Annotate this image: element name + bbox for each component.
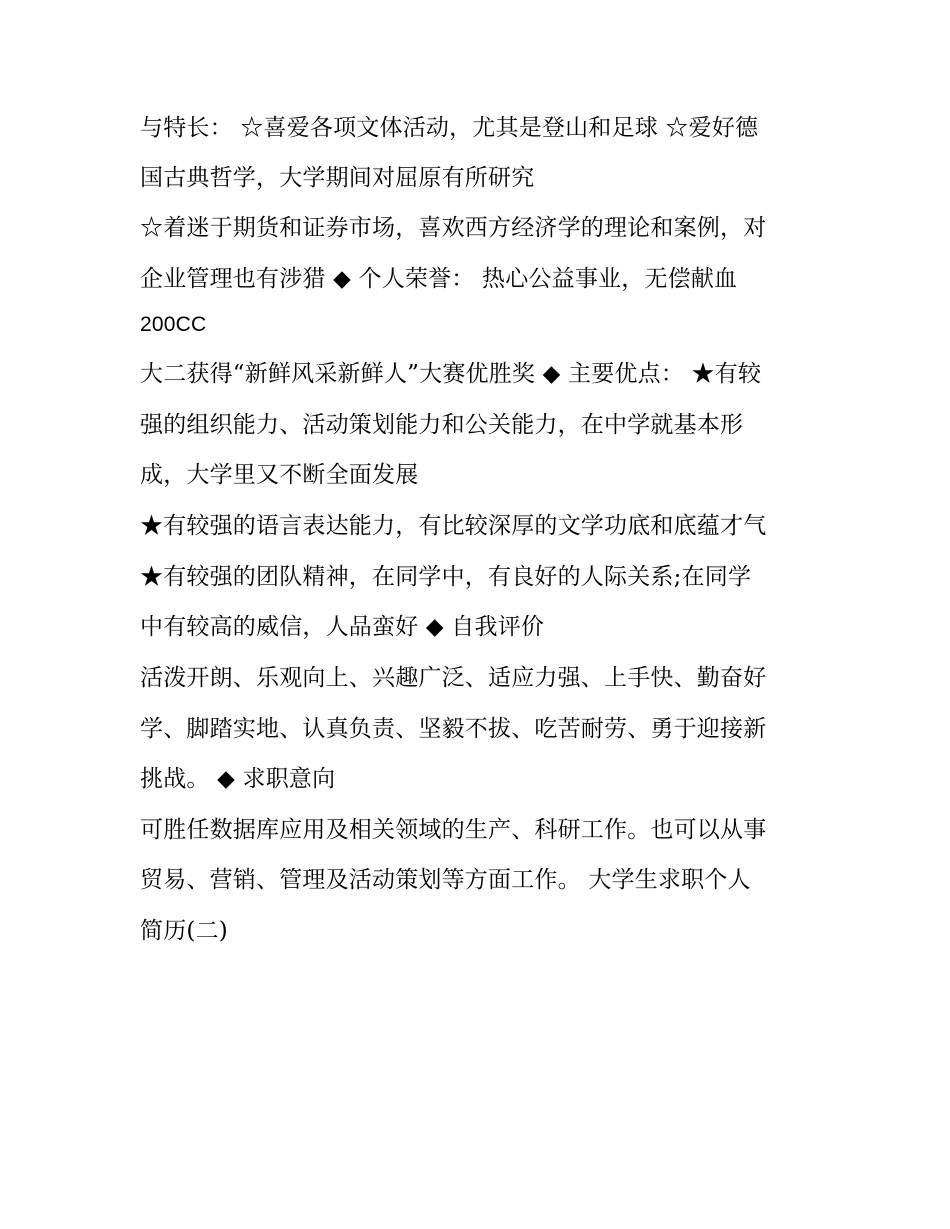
- text-line: 国古典哲学，大学期间对屈原有所研究: [140, 165, 535, 191]
- text-line: 与特长： ☆喜爱各项文体活动，尤其是登山和足球 ☆爱好德: [140, 115, 759, 141]
- text-line: 挑战。 ◆ 求职意向: [140, 766, 336, 792]
- text-line: 成，大学里又不断全面发展: [140, 462, 419, 488]
- text-line: 学、脚踏实地、认真负责、坚毅不拔、吃苦耐劳、勇于迎接新: [140, 716, 767, 742]
- text-line: 简历(二): [140, 918, 228, 944]
- text-line: 中有较高的威信，人品蛮好 ◆ 自我评价: [140, 614, 545, 640]
- text-line: ★有较强的语言表达能力，有比较深厚的文学功底和底蕴才气: [140, 513, 767, 539]
- text-line: 大二获得“新鲜风采新鲜人”大赛优胜奖 ◆ 主要优点： ★有较: [140, 361, 762, 387]
- text-line: 活泼开朗、乐观向上、兴趣广泛、适应力强、上手快、勤奋好: [140, 665, 767, 691]
- text-line: 强的组织能力、活动策划能力和公关能力，在中学就基本形: [140, 412, 744, 438]
- text-line: 200CC: [140, 313, 207, 336]
- text-line: ★有较强的团队精神，在同学中，有良好的人际关系;在同学: [140, 564, 752, 590]
- text-line: ☆着迷于期货和证券市场，喜欢西方经济学的理论和案例，对: [140, 215, 767, 241]
- text-line: 贸易、营销、管理及活动策划等方面工作。 大学生求职个人: [140, 867, 751, 893]
- text-line: 企业管理也有涉猎 ◆ 个人荣誉： 热心公益事业，无偿献血: [140, 266, 738, 292]
- text-line: 可胜任数据库应用及相关领域的生产、科研工作。也可以从事: [140, 817, 767, 843]
